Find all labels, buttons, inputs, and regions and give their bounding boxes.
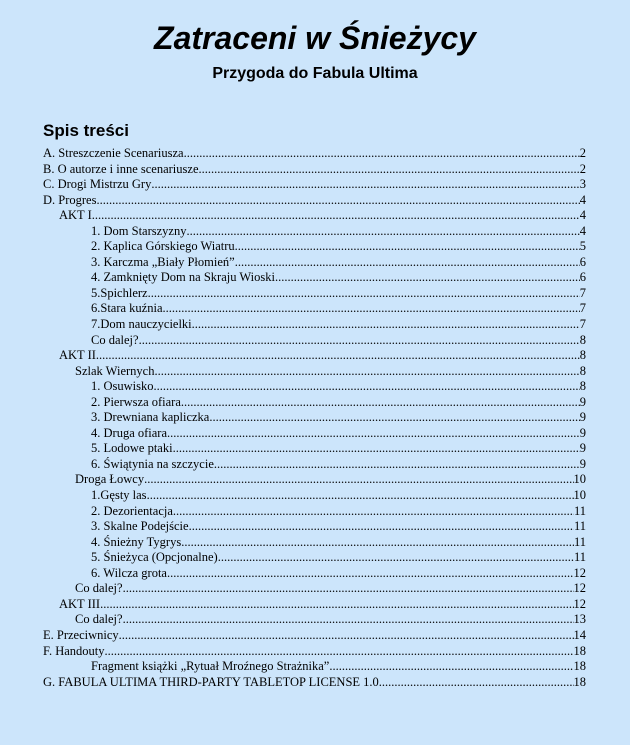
toc-dot-leader xyxy=(123,581,574,597)
toc-entry[interactable] xyxy=(43,333,586,349)
toc-dot-leader xyxy=(184,146,580,162)
toc-entry-label: 2. Pierwsza ofiara xyxy=(91,394,181,409)
toc-entry[interactable] xyxy=(43,379,586,395)
toc-entry-label: A. Streszczenie Scenariusza xyxy=(43,146,184,160)
toc-entry-page-number: 11 xyxy=(573,503,586,518)
toc-entry-label: Fragment książki „Rytuał Mroźnego Strażnika” xyxy=(91,659,330,674)
toc-dot-leader xyxy=(189,519,574,535)
toc-entry-page-number: 3 xyxy=(579,177,586,192)
toc-entry[interactable] xyxy=(43,255,586,271)
toc-entry-page-number: 9 xyxy=(579,441,586,456)
toc-entry-page-number: 4 xyxy=(579,223,586,238)
toc-entry-page-number: 18 xyxy=(573,674,586,689)
toc-entry-label: 4. Druga ofiara xyxy=(91,425,168,440)
toc-entry-label: Szlak Wiernych xyxy=(75,363,155,378)
toc-dot-leader xyxy=(329,659,573,675)
toc-dot-leader xyxy=(100,597,573,613)
toc-entry[interactable] xyxy=(43,224,586,240)
toc-dot-leader xyxy=(192,317,580,333)
toc-entry-page-number: 9 xyxy=(579,425,586,440)
toc-dot-leader xyxy=(275,270,580,286)
toc-entry[interactable] xyxy=(43,535,586,551)
toc-entry-page-number: 6 xyxy=(579,270,586,285)
toc-entry[interactable] xyxy=(43,177,586,193)
toc-dot-leader xyxy=(139,333,580,349)
toc-entry-label: 4. Zamknięty Dom na Skraju Wioski xyxy=(91,270,275,285)
toc-entry[interactable] xyxy=(43,426,586,442)
toc-entry-page-number: 18 xyxy=(573,643,586,658)
toc-entry-label: B. O autorze i inne scenariusze xyxy=(43,161,199,176)
toc-dot-leader xyxy=(199,162,580,178)
toc-entry-page-number: 11 xyxy=(573,519,586,534)
toc-entry-label: Co dalej? xyxy=(75,581,123,596)
toc-entry-label: 3. Karczma „Biały Płomień” xyxy=(91,254,235,269)
toc-entry-label: 2. Kaplica Górskiego Wiatru xyxy=(91,239,235,254)
document-title: Zatraceni w Śnieżycy xyxy=(154,20,476,56)
toc-entry[interactable] xyxy=(43,612,586,628)
toc-entry-label: 2. Dezorientacja xyxy=(91,503,173,518)
toc-entry-label: C. Drogi Mistrzu Gry xyxy=(43,177,152,192)
toc-dot-leader xyxy=(105,644,574,660)
toc-entry-label: D. Progres xyxy=(43,192,97,207)
toc-entry-page-number: 7 xyxy=(579,285,586,300)
toc-entry-label: 6. Wilcza grota xyxy=(91,565,167,580)
document-subtitle: Przygoda do Fabula Ultima xyxy=(212,65,418,82)
toc-entry-label: 6. Świątynia na szczycie xyxy=(91,456,214,471)
toc-entry-label: 4. Śnieżny Tygrys xyxy=(91,534,182,549)
toc-entry-page-number: 14 xyxy=(573,627,586,642)
toc-dot-leader xyxy=(119,628,574,644)
toc-dot-leader xyxy=(209,410,579,426)
toc-entry-page-number: 4 xyxy=(579,192,586,207)
toc-dot-leader xyxy=(96,193,579,209)
toc-entry-label: 5.Spichlerz xyxy=(91,285,148,300)
toc-entry[interactable] xyxy=(43,317,586,333)
toc-entry[interactable] xyxy=(43,566,586,582)
toc-entry-page-number: 10 xyxy=(573,488,586,503)
toc-dot-leader xyxy=(235,239,580,255)
toc-entry-page-number: 4 xyxy=(579,208,586,223)
toc-entry-label: F. Handouty xyxy=(43,643,105,658)
toc-entry-page-number: 8 xyxy=(579,363,586,378)
toc-entry[interactable] xyxy=(43,286,586,302)
toc-dot-leader xyxy=(181,395,580,411)
toc-entry[interactable] xyxy=(43,395,586,411)
toc-entry-label: AKT II xyxy=(59,348,96,363)
toc-entry-page-number: 7 xyxy=(579,317,586,332)
toc-dot-leader xyxy=(214,457,580,473)
toc-entry[interactable] xyxy=(43,581,586,597)
toc-entry[interactable] xyxy=(43,410,586,426)
toc-entry[interactable] xyxy=(43,270,586,286)
toc-dot-leader xyxy=(218,550,574,566)
toc-entry-page-number: 7 xyxy=(579,301,586,316)
toc-entry-page-number: 12 xyxy=(573,596,586,611)
toc-entry[interactable] xyxy=(43,628,586,644)
toc-entry-label: Droga Łowcy xyxy=(75,472,145,487)
toc-entry-label: AKT III xyxy=(59,596,101,611)
toc-entry[interactable] xyxy=(43,675,586,691)
toc-entry-label: 1.Gęsty las xyxy=(91,488,147,503)
toc-entry[interactable] xyxy=(43,644,586,660)
toc-dot-leader xyxy=(167,566,574,582)
toc-entry-page-number: 8 xyxy=(579,379,586,394)
toc-entry[interactable] xyxy=(43,550,586,566)
toc-entry[interactable] xyxy=(43,488,586,504)
toc-entry-page-number: 18 xyxy=(573,659,586,674)
toc-entry[interactable] xyxy=(43,504,586,520)
toc-dot-leader xyxy=(163,301,580,317)
toc-entry-page-number: 11 xyxy=(573,550,586,565)
toc-entry-label: E. Przeciwnicy xyxy=(43,627,119,642)
toc-entry-page-number: 10 xyxy=(573,472,586,487)
toc-entry[interactable] xyxy=(43,146,586,162)
toc-entry-page-number: 13 xyxy=(573,612,586,627)
toc-dot-leader xyxy=(186,224,579,240)
toc-entry[interactable] xyxy=(43,457,586,473)
toc-entry-label: 3. Drewniana kapliczka xyxy=(91,410,210,425)
toc-dot-leader xyxy=(181,535,574,551)
toc-dot-leader xyxy=(173,504,574,520)
toc-entry[interactable] xyxy=(43,239,586,255)
toc-dot-leader xyxy=(96,348,580,364)
table-of-contents xyxy=(43,146,586,690)
toc-entry-label: 1. Dom Starszyzny xyxy=(91,223,187,238)
toc-entry[interactable] xyxy=(43,472,586,488)
toc-entry[interactable] xyxy=(43,193,586,209)
toc-dot-leader xyxy=(154,379,580,395)
toc-entry-page-number: 11 xyxy=(573,534,586,549)
toc-entry[interactable] xyxy=(43,162,586,178)
toc-dot-leader xyxy=(92,208,580,224)
toc-entry[interactable] xyxy=(43,348,586,364)
toc-dot-leader xyxy=(147,488,574,504)
toc-entry[interactable] xyxy=(43,364,586,380)
toc-dot-leader xyxy=(148,286,580,302)
toc-dot-leader xyxy=(151,177,579,193)
toc-dot-leader xyxy=(235,255,580,271)
toc-entry-label: Co dalej? xyxy=(75,612,123,627)
toc-entry[interactable] xyxy=(43,441,586,457)
toc-dot-leader xyxy=(167,426,580,442)
toc-dot-leader xyxy=(379,675,574,691)
toc-entry-label: Co dalej? xyxy=(91,332,139,347)
toc-entry-label: G. FABULA ULTIMA THIRD-PARTY TABLETOP LICENSE 1.0 xyxy=(43,674,379,689)
toc-entry-page-number: 9 xyxy=(579,410,586,425)
toc-entry-page-number: 12 xyxy=(573,565,586,580)
toc-entry[interactable] xyxy=(43,301,586,317)
toc-dot-leader xyxy=(123,612,574,628)
toc-entry[interactable] xyxy=(43,597,586,613)
toc-entry-label: 3. Skalne Podejście xyxy=(91,519,189,534)
toc-entry[interactable] xyxy=(43,519,586,535)
toc-entry-page-number: 12 xyxy=(573,581,586,596)
toc-entry-label: 7.Dom nauczycielki xyxy=(91,317,192,332)
toc-entry-page-number: 2 xyxy=(579,146,586,160)
toc-entry-page-number: 9 xyxy=(579,456,586,471)
toc-entry-page-number: 5 xyxy=(579,239,586,254)
toc-dot-leader xyxy=(144,472,573,488)
toc-entry[interactable] xyxy=(43,208,586,224)
toc-entry-label: 5. Śnieżyca (Opcjonalne) xyxy=(91,550,218,565)
toc-dot-leader xyxy=(173,441,580,457)
toc-heading: Spis treści xyxy=(43,121,129,140)
toc-entry[interactable] xyxy=(43,659,586,675)
toc-dot-leader xyxy=(154,364,579,380)
toc-entry-label: AKT I xyxy=(59,208,92,223)
toc-entry-page-number: 6 xyxy=(579,254,586,269)
toc-entry-label: 5. Lodowe ptaki xyxy=(91,441,173,456)
toc-entry-label: 1. Osuwisko xyxy=(91,379,154,394)
toc-entry-label: 6.Stara kuźnia xyxy=(91,301,163,316)
toc-entry-page-number: 2 xyxy=(579,161,586,176)
toc-entry-page-number: 8 xyxy=(579,332,586,347)
toc-entry-page-number: 8 xyxy=(579,348,586,363)
toc-entry-page-number: 9 xyxy=(579,394,586,409)
